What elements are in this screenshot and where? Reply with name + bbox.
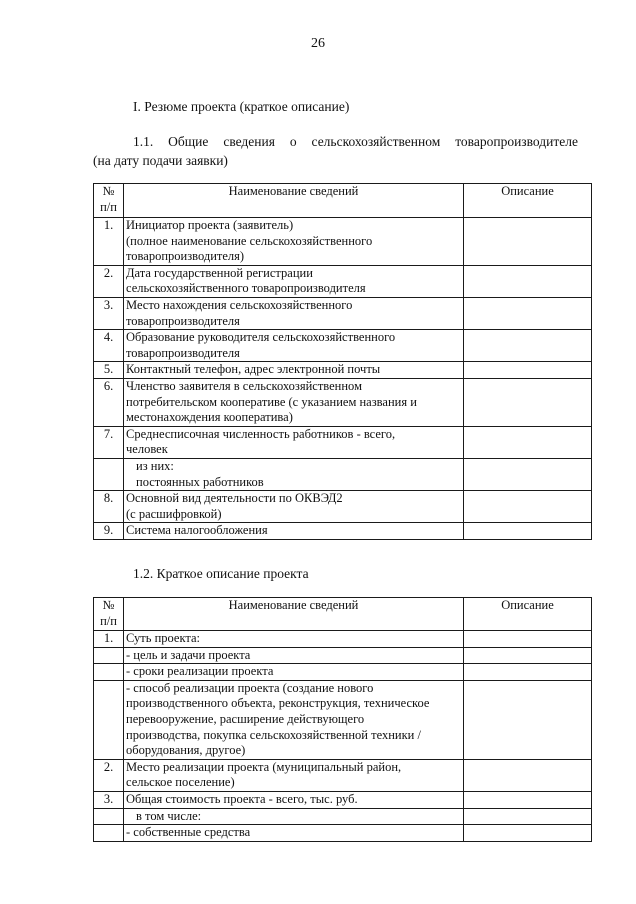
table-row xyxy=(94,808,592,825)
row-label: Образование руководителя сельскохозяйственного товаропроизводителя xyxy=(124,330,464,362)
row-number xyxy=(94,458,124,490)
row-number: 5. xyxy=(94,362,124,379)
row-description-cell xyxy=(464,759,592,791)
row-number xyxy=(94,680,124,759)
general-info-body xyxy=(94,218,592,540)
row-description-cell xyxy=(464,265,592,297)
row-description-cell xyxy=(464,808,592,825)
row-label: Суть проекта: xyxy=(124,631,464,648)
row-label: Общая стоимость проекта - всего, тыс. руб. xyxy=(124,791,464,808)
table-row xyxy=(94,297,592,329)
header-name: Наименование сведений xyxy=(124,598,464,631)
row-label: в том числе: xyxy=(124,808,464,825)
header-desc: Описание xyxy=(464,598,592,631)
row-label: Место реализации проекта (муниципальный район, сельское поселение) xyxy=(124,759,464,791)
table-row xyxy=(94,362,592,379)
row-label: Дата государственной регистрации сельскохозяйственного товаропроизводителя xyxy=(124,265,464,297)
table-row xyxy=(94,825,592,842)
table-header-row xyxy=(94,184,592,218)
row-description-cell xyxy=(464,680,592,759)
table-header-row xyxy=(94,598,592,631)
table-row xyxy=(94,458,592,490)
table-row xyxy=(94,491,592,523)
row-description-cell xyxy=(464,297,592,329)
row-description-cell xyxy=(464,791,592,808)
subsection-1-title-line1: 1.1. Общие сведения о сельскохозяйственном товаропроизводителе xyxy=(133,134,578,149)
row-label: Инициатор проекта (заявитель) (полное наименование сельскохозяйственного товаропроизводителя) xyxy=(124,218,464,266)
table-row xyxy=(94,791,592,808)
subsection-2-title: 1.2. Краткое описание проекта xyxy=(133,566,309,581)
header-desc: Описание xyxy=(464,184,592,218)
row-description-cell xyxy=(464,458,592,490)
table-row xyxy=(94,664,592,681)
section-title: I. Резюме проекта (краткое описание) xyxy=(133,99,350,114)
row-number: 9. xyxy=(94,523,124,540)
table-row xyxy=(94,426,592,458)
row-number: 2. xyxy=(94,265,124,297)
row-label: Контактный телефон, адрес электронной почты xyxy=(124,362,464,379)
row-description-cell xyxy=(464,491,592,523)
row-description-cell xyxy=(464,378,592,426)
row-number xyxy=(94,808,124,825)
subsection-1-title xyxy=(93,132,578,170)
row-label: - собственные средства xyxy=(124,825,464,842)
row-label: - цель и задачи проекта xyxy=(124,647,464,664)
header-num: № п/п xyxy=(94,598,124,631)
header-name: Наименование сведений xyxy=(124,184,464,218)
row-number xyxy=(94,647,124,664)
row-label: Членство заявителя в сельскохозяйственном потребительском кооперативе (с указанием названия и местонахождения кооператива) xyxy=(124,378,464,426)
row-label: Среднесписочная численность работников - всего, человек xyxy=(124,426,464,458)
table-row xyxy=(94,523,592,540)
general-info-table xyxy=(93,183,592,540)
row-description-cell xyxy=(464,362,592,379)
row-number: 8. xyxy=(94,491,124,523)
header-num: № п/п xyxy=(94,184,124,218)
row-label: - способ реализации проекта (создание нового производственного объекта, реконструкция, техническое перевооружение, расширение действующего производства, покупка сельскохозяйственной техники / оборудования, другое) xyxy=(124,680,464,759)
row-label: - сроки реализации проекта xyxy=(124,664,464,681)
subsection-1-title-line2: (на дату подачи заявки) xyxy=(93,153,228,168)
row-description-cell xyxy=(464,218,592,266)
row-number xyxy=(94,664,124,681)
table-row xyxy=(94,631,592,648)
table-row xyxy=(94,647,592,664)
row-number: 6. xyxy=(94,378,124,426)
row-number: 2. xyxy=(94,759,124,791)
row-description-cell xyxy=(464,647,592,664)
row-number xyxy=(94,825,124,842)
row-description-cell xyxy=(464,825,592,842)
row-number: 1. xyxy=(94,218,124,266)
row-description-cell xyxy=(464,330,592,362)
row-label: Место нахождения сельскохозяйственного товаропроизводителя xyxy=(124,297,464,329)
row-number: 1. xyxy=(94,631,124,648)
table-row xyxy=(94,265,592,297)
page-number: 26 xyxy=(311,36,325,51)
row-label: из них: постоянных работников xyxy=(124,458,464,490)
table-row xyxy=(94,378,592,426)
row-label: Система налогообложения xyxy=(124,523,464,540)
row-description-cell xyxy=(464,631,592,648)
table-row xyxy=(94,759,592,791)
table-row xyxy=(94,218,592,266)
row-number: 3. xyxy=(94,791,124,808)
table-row xyxy=(94,330,592,362)
row-description-cell xyxy=(464,426,592,458)
row-description-cell xyxy=(464,523,592,540)
project-summary-table xyxy=(93,597,592,842)
row-label: Основной вид деятельности по ОКВЭД2 (с расшифровкой) xyxy=(124,491,464,523)
row-description-cell xyxy=(464,664,592,681)
row-number: 4. xyxy=(94,330,124,362)
row-number: 7. xyxy=(94,426,124,458)
row-number: 3. xyxy=(94,297,124,329)
table-row xyxy=(94,680,592,759)
project-summary-body xyxy=(94,631,592,842)
